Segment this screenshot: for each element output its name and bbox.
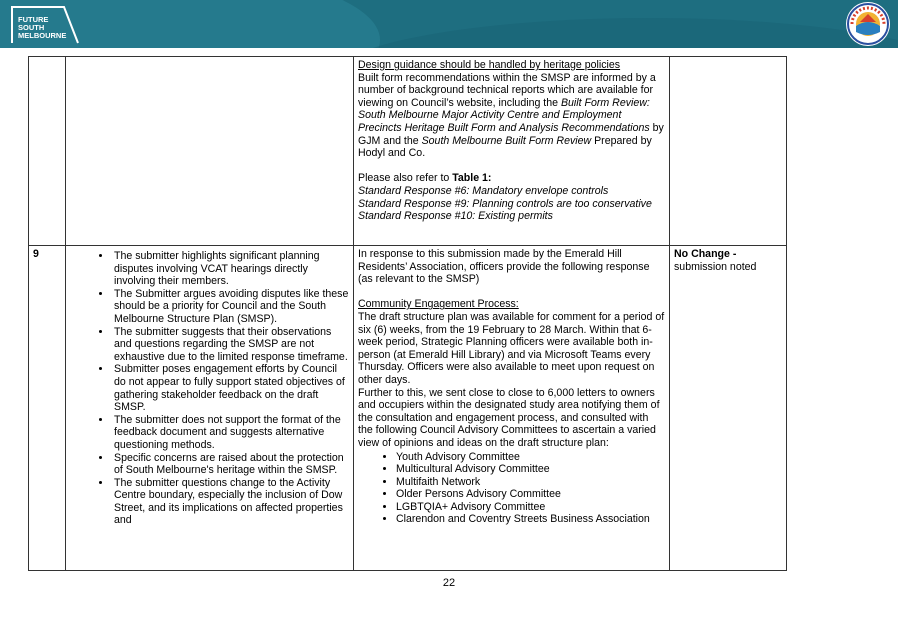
list-item: • The Submitter argues avoiding disputes like these should be a priority for Council and the South Melbourne Structure Plan (SMSP). — [112, 288, 349, 326]
submission-number: 9 — [29, 246, 66, 571]
list-item: • Multicultural Advisory Committee — [396, 463, 665, 476]
list-item: • Submitter poses engagement efforts by Council do not appear to fully support stated objectives of gathering stakeholder feedback on the draft SMSP. — [112, 363, 349, 413]
submissions-table — [28, 56, 787, 571]
list-item: • The submitter does not support the format of the feedback document and suggests alternative questioning methods. — [112, 414, 349, 452]
outcome-cell — [670, 57, 787, 246]
response-paragraph: Built form recommendations within the SMSP are informed by a number of background technical reports which are available for viewing on Council’s website, including the Built Form Review: South Melbourne Major Activity Centre and Employment Precincts Heritage Built Form and Analysis Recommendations by GJM and the South Melbourne Built Form Review Prepared by Hodyl and Co. — [358, 71, 664, 160]
number-cell — [29, 57, 66, 246]
standard-response: Standard Response #9: Planning controls are too conservative — [358, 197, 652, 210]
header-banner — [0, 0, 898, 48]
response-heading: Design guidance should be handled by heritage policies — [358, 59, 621, 71]
list-item: • The submitter suggests that their observations and questions regarding the SMSP are not exhaustive due to the limited response timeframe. — [112, 326, 349, 364]
refer-line: Please also refer to Table 1: — [358, 172, 492, 185]
logo-line: FUTURE — [18, 15, 49, 24]
list-item: • Older Persons Advisory Committee — [396, 488, 665, 501]
list-item: • The submitter highlights significant planning disputes involving VCAT hearings directly involving their members. — [112, 250, 349, 288]
engagement-paragraph: Further to this, we sent close to close to 6,000 letters to owners and occupiers within the designated study area notifying them of the consultation and engagement process, and consulted with the following Council Advisory Committees to ascertain a varied view of opinions and ideas on the draft structure plan: — [358, 386, 660, 449]
future-south-melbourne-logo — [8, 3, 88, 45]
page-number: 22 — [442, 577, 456, 589]
logo-line: SOUTH — [18, 23, 45, 32]
logo-line: MELBOURNE — [18, 31, 67, 40]
outcome-text: submission noted — [674, 260, 757, 273]
list-item: • Multifaith Network — [396, 476, 665, 489]
summary-cell — [66, 246, 354, 571]
outcome-cell — [670, 246, 787, 571]
response-cell — [354, 57, 670, 246]
list-item: • Specific concerns are raised about the protection of South Melbourne's heritage within the SMSP. — [112, 452, 349, 477]
table-row — [29, 57, 787, 246]
response-intro: In response to this submission made by the Emerald Hill Residents’ Association, officers provide the following response (as relevant to the SMSP) — [358, 248, 650, 286]
committee-list — [358, 451, 665, 527]
city-of-port-phillip-seal — [846, 2, 890, 46]
list-item: • The submitter questions change to the Activity Centre boundary, especially the inclusion of Dow Street, and its implications on affected properties and — [112, 477, 349, 527]
standard-response: Standard Response #10: Existing permits — [358, 210, 553, 223]
banner-wave — [330, 18, 898, 48]
list-item: • Clarendon and Coventry Streets Business Association — [396, 513, 665, 526]
engagement-heading: Community Engagement Process: — [358, 298, 519, 311]
summary-cell — [66, 57, 354, 246]
response-cell — [354, 246, 670, 571]
standard-response: Standard Response #6: Mandatory envelope controls — [358, 184, 609, 197]
table-row — [29, 246, 787, 571]
engagement-paragraph: The draft structure plan was available for comment for a period of six (6) weeks, from the 19 February to 28 March. Within that 6-week period, Strategic Planning officers were available both in-person (at Emerald Hill Library) and via Microsoft Teams every Thursday. Officers were also available to meet upon request on other days. — [358, 310, 665, 386]
outcome-label: No Change - — [674, 248, 737, 260]
list-item: • Youth Advisory Committee — [396, 451, 665, 464]
list-item: • LGBTQIA+ Advisory Committee — [396, 501, 665, 514]
summary-list — [70, 250, 349, 527]
